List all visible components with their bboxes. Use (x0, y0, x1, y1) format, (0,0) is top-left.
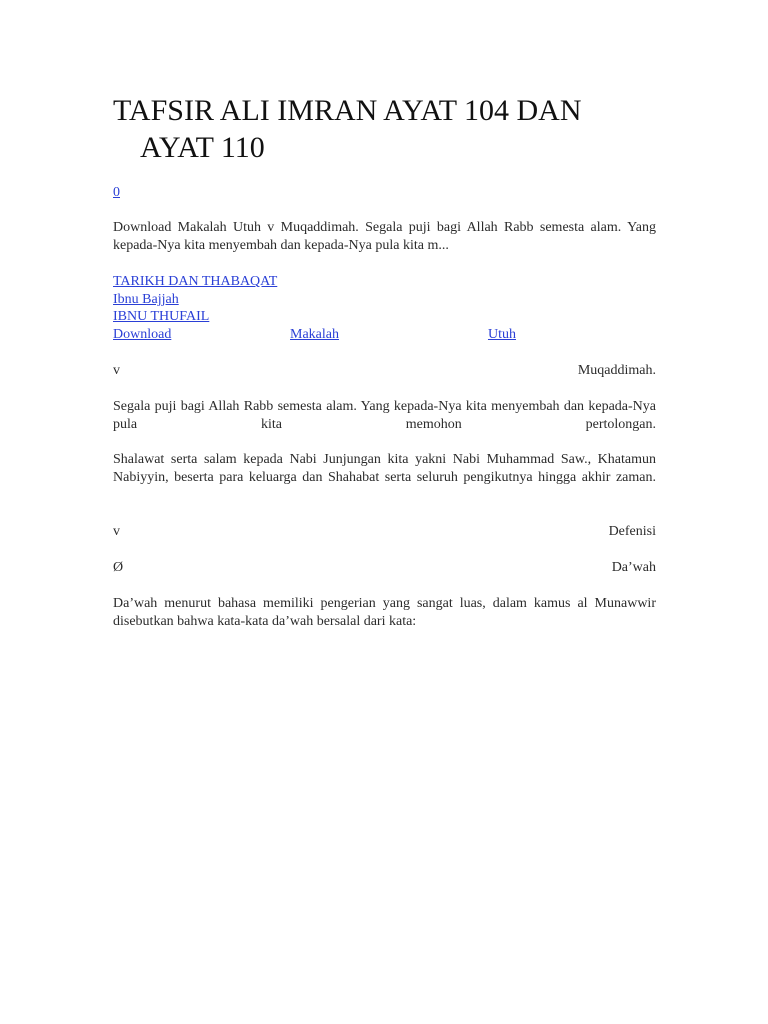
bullet-arrow: Ø (113, 560, 124, 575)
utuh-word[interactable]: Utuh (487, 327, 516, 342)
comment-count-link[interactable]: 0 (113, 185, 120, 200)
section-dawah (113, 559, 656, 577)
download-word[interactable]: Download (113, 327, 172, 342)
page-title (113, 92, 656, 166)
title-line-1: TAFSIR ALI IMRAN AYAT 104 DAN (113, 94, 582, 127)
section-defenisi (113, 523, 656, 541)
related-link-tarikh[interactable]: TARIKH DAN THABAQAT (113, 274, 278, 289)
paragraph-shalawat: Shalawat serta salam kepada Nabi Junjungan kita yakni Nabi Muhammad Saw., Khatamun Nabiyyin, beserta para keluarga dan Shahabat serta seluruh pengikutnya hingga akhir zaman. (113, 452, 656, 485)
download-makalah-link[interactable] (113, 326, 656, 344)
section-heading: Defenisi (608, 524, 656, 539)
bullet-v: v (113, 524, 120, 539)
paragraph-dawah-definition: Da’wah menurut bahasa memiliki pengerian yang sangat luas, dalam kamus al Munawwir disebutkan bahwa kata-kata da’wah bersalal dari kata: (113, 596, 656, 629)
section-heading: Da’wah (611, 560, 656, 575)
intro-paragraph: Download Makalah Utuh v Muqaddimah. Segala puji bagi Allah Rabb semesta alam. Yang kepada-Nya kita menyembah dan kepada-Nya pula kita m... (113, 220, 656, 253)
section-muqaddimah (113, 362, 656, 380)
makalah-word[interactable]: Makalah (290, 327, 339, 342)
related-link-ibnu-bajjah[interactable]: Ibnu Bajjah (113, 292, 179, 307)
section-heading: Muqaddimah. (577, 363, 656, 378)
related-link-ibnu-thufail[interactable]: IBNU THUFAIL (113, 309, 210, 324)
bullet-v: v (113, 363, 120, 378)
title-line-2: AYAT 110 (140, 131, 265, 164)
paragraph-segala-puji: Segala puji bagi Allah Rabb semesta alam. Yang kepada-Nya kita menyembah dan kepada-Nya pula kita memohon pertolongan. (113, 399, 656, 432)
